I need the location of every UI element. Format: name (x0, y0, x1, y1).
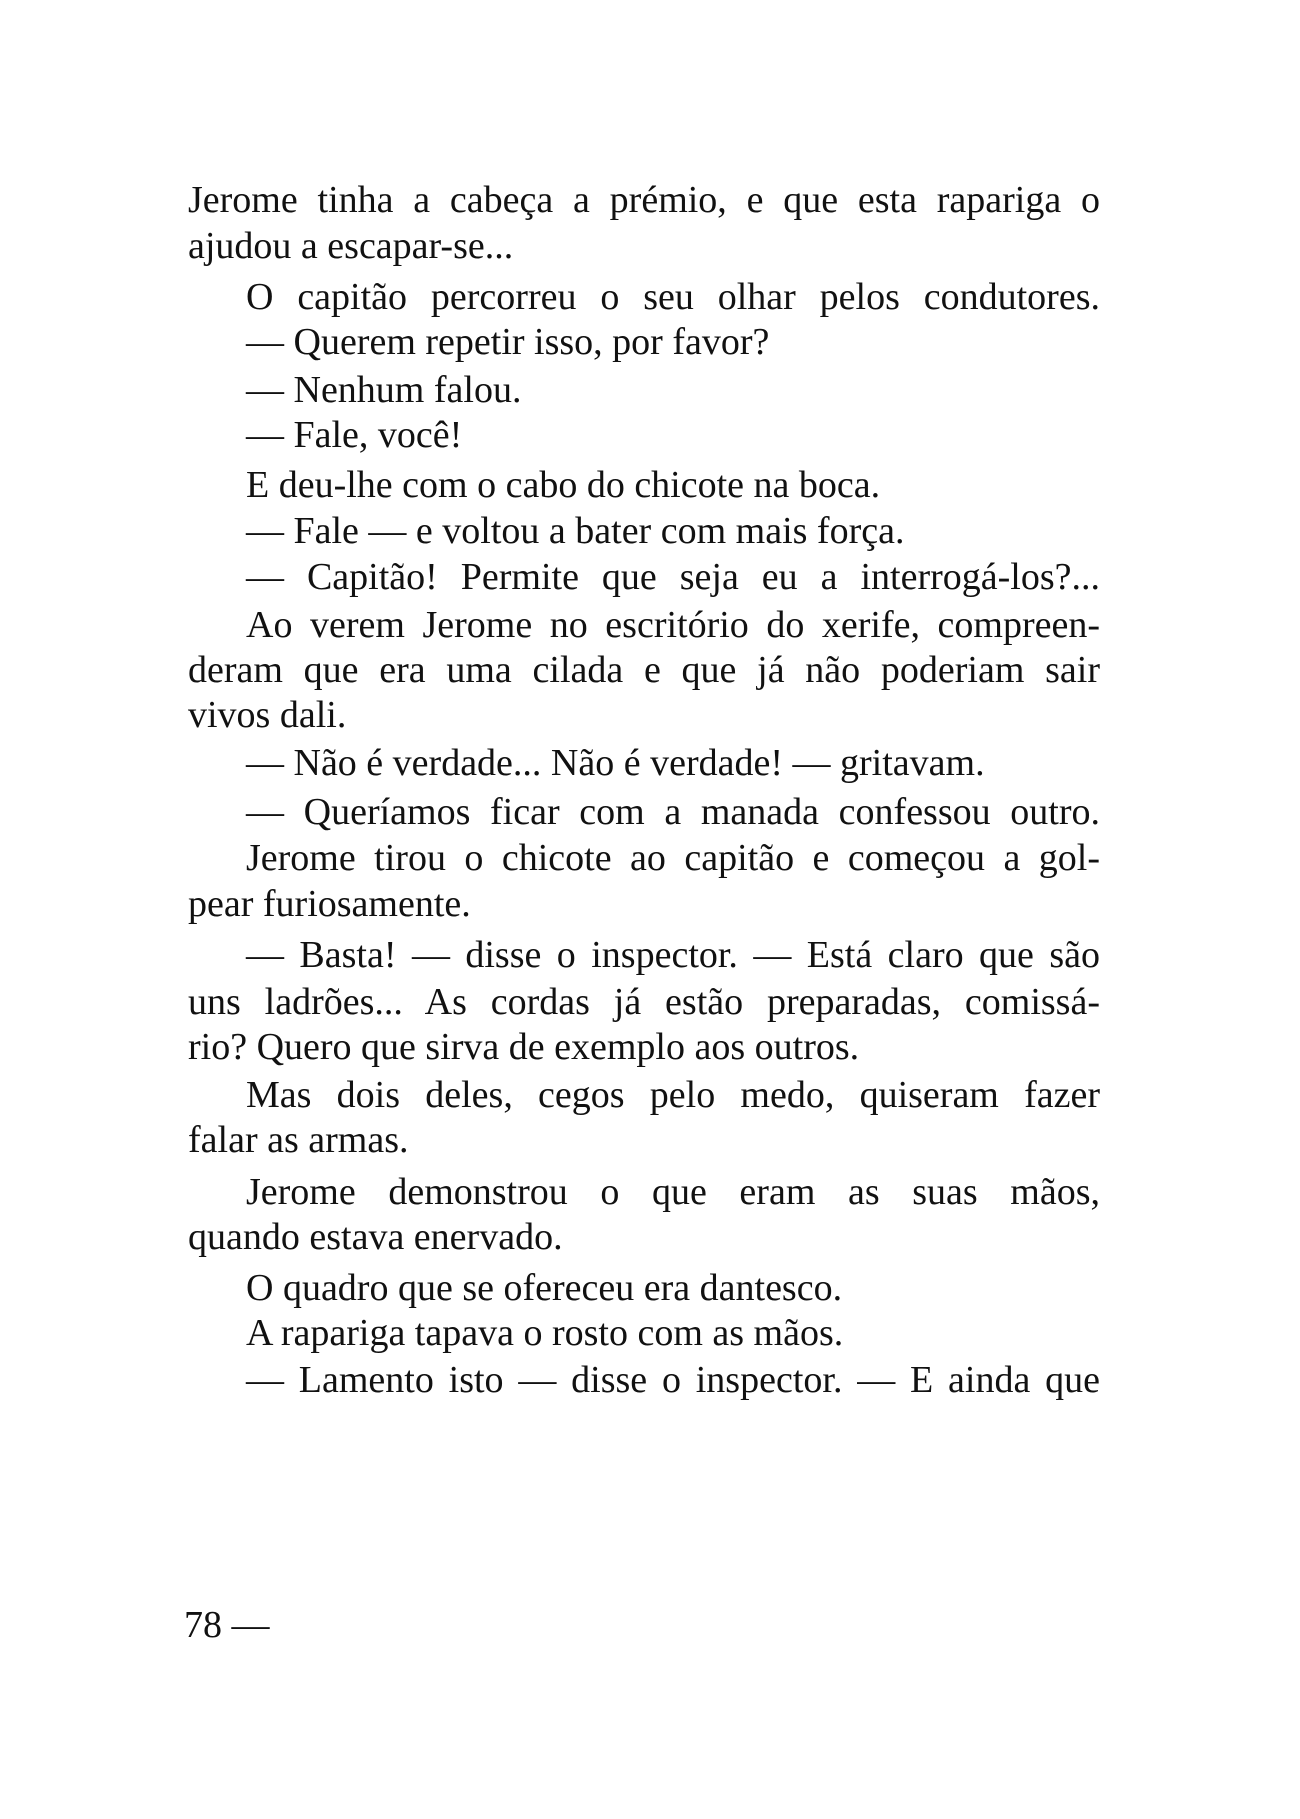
text-line: O quadro que se ofereceu era dantesco. (246, 1267, 843, 1309)
text-line: A rapariga tapava o rosto com as mãos. (246, 1312, 844, 1354)
text-line: uns ladrões... As cordas já estão preparadas, comissá- (188, 981, 1100, 1023)
text-line: deram que era uma cilada e que já não poderiam sair (188, 649, 1100, 691)
text-line: rio? Quero que sirva de exemplo aos outros. (188, 1026, 860, 1068)
text-line: — Nenhum falou. (246, 369, 522, 411)
text-line: Jerome tirou o chicote ao capitão e começou a gol- (246, 837, 1100, 879)
text-line: — Querem repetir isso, por favor? (246, 321, 770, 363)
text-line: — Queríamos ficar com a manada confessou outro. (246, 791, 1100, 833)
text-line: vivos dali. (188, 694, 347, 736)
text-line: Ao verem Jerome no escritório do xerife, compreen- (246, 604, 1100, 646)
text-line: — Basta! — disse o inspector. — Está claro que são (246, 934, 1100, 976)
text-line: Jerome demonstrou o que eram as suas mãos, (246, 1171, 1100, 1213)
text-line: — Lamento isto — disse o inspector. — E ainda que (246, 1359, 1100, 1401)
text-line: ajudou a escapar-se... (188, 225, 514, 267)
text-line: falar as armas. (188, 1119, 409, 1161)
text-line: O capitão percorreu o seu olhar pelos condutores. (246, 276, 1100, 318)
text-line: Mas dois deles, cegos pelo medo, quiseram fazer (246, 1074, 1100, 1116)
text-line: — Capitão! Permite que seja eu a interrogá-los?... (246, 556, 1100, 598)
text-line: — Não é verdade... Não é verdade! — gritavam. (246, 742, 985, 784)
text-line: Jerome tinha a cabeça a prémio, e que esta rapariga o (188, 179, 1100, 221)
text-line: E deu-lhe com o cabo do chicote na boca. (246, 464, 881, 506)
text-line: quando estava enervado. (188, 1216, 563, 1258)
text-line: — Fale, você! (246, 414, 463, 456)
page-number: 78 — (184, 1604, 270, 1646)
text-line: pear furiosamente. (188, 883, 471, 925)
text-line: — Fale — e voltou a bater com mais força. (246, 510, 905, 552)
